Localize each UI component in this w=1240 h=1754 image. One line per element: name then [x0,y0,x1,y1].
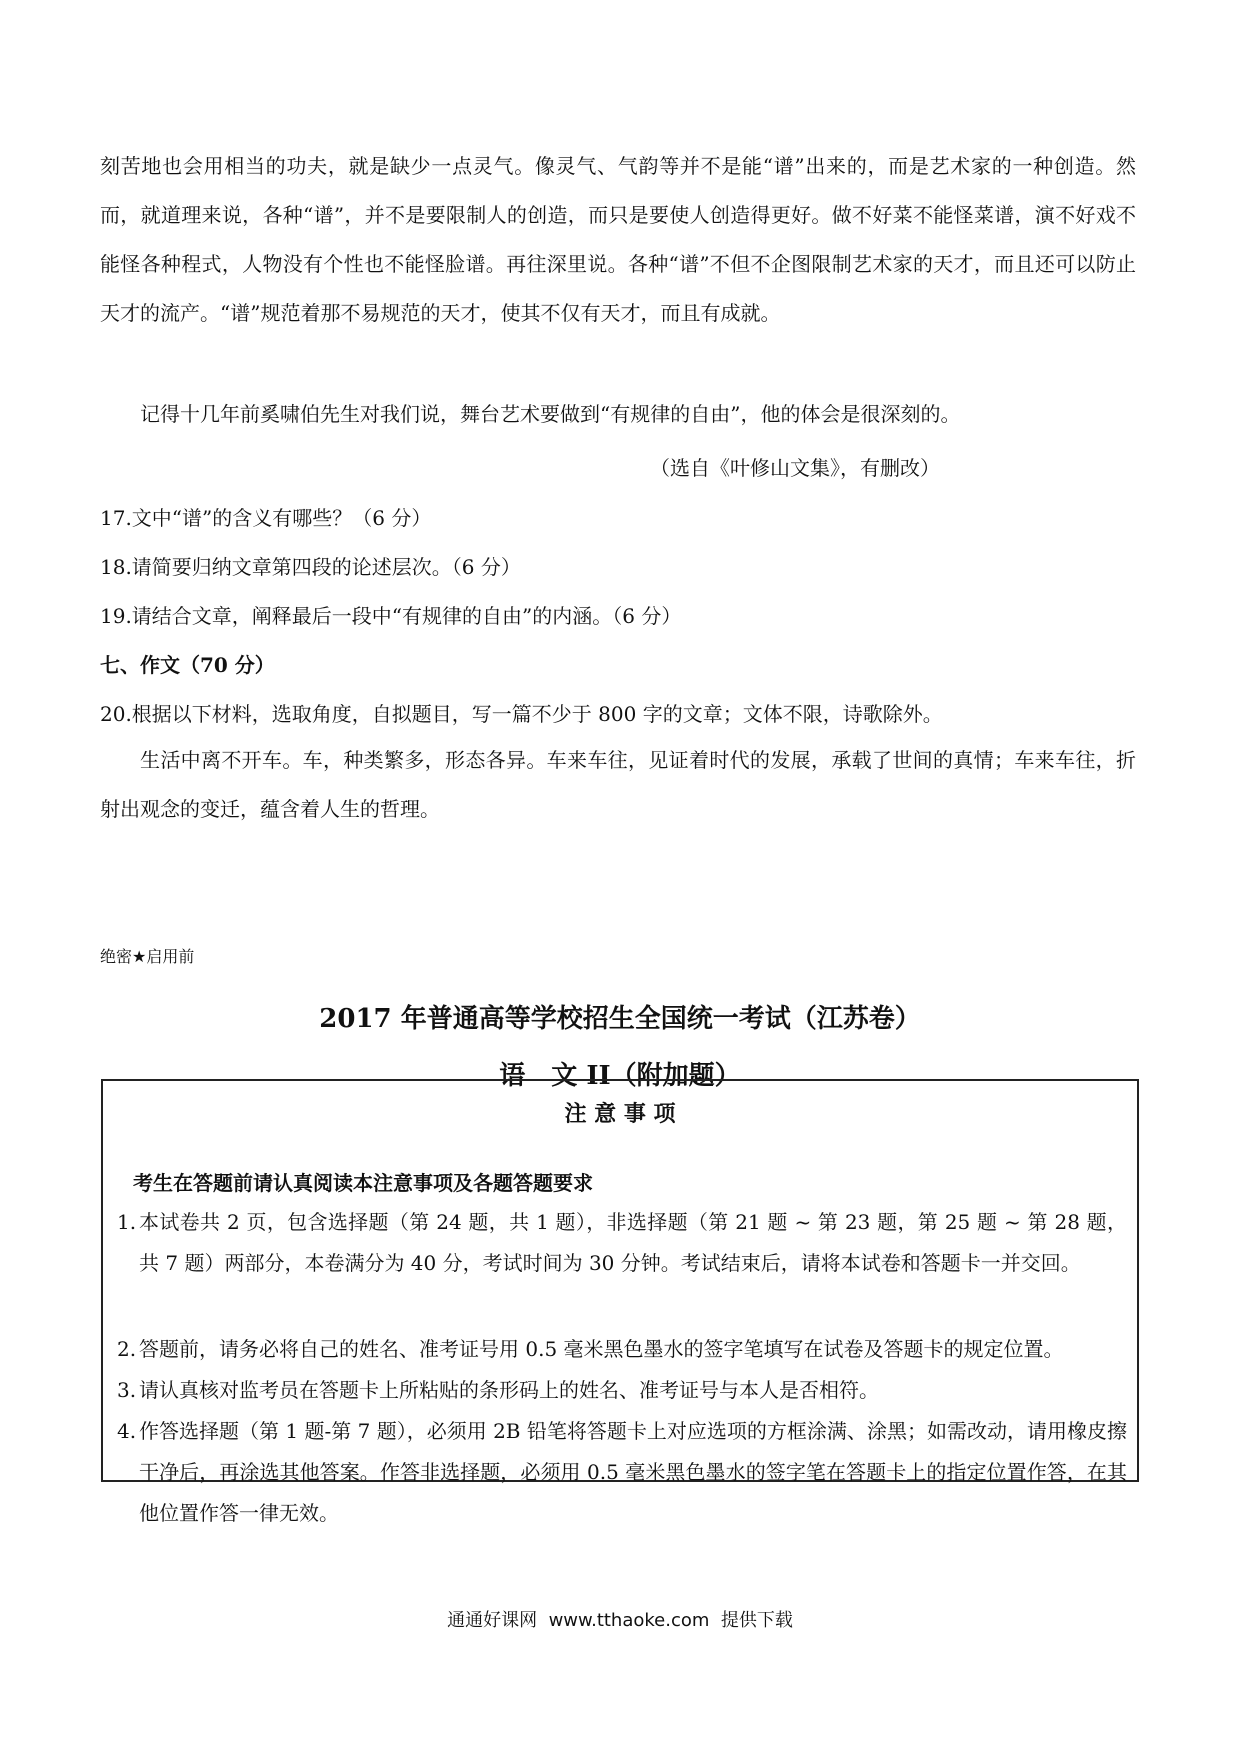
essay-source: （选自《叶修山文集》，有删改） [650,456,940,480]
question-18: 18.请简要归纳文章第四段的论述层次。（6 分） [100,555,521,579]
notice-item-1: 1. 本试卷共 2 页，包含选择题（第 24 题，共 1 题），非选择题（第 21 题 ~ 第 23 题，第 25 题 ~ 第 28 题，共 7 题）两部分，本卷满分为 40 分，考试时间为 30 分钟。考试结束后，请将本试卷和答题卡一并交回。 [117,1210,1127,1275]
notice-item-2: 2. 答题前，请务必将自己的姓名、准考证号用 0.5 毫米黑色墨水的签字笔填写在试卷及答题卡的规定位置。 [117,1337,1064,1361]
essay-paragraph-2: 记得十几年前奚啸伯先生对我们说，舞台艺术要做到“有规律的自由”，他的体会是很深刻的。 [140,402,961,426]
notice-box [101,1079,1139,1525]
exam-subtitle: 语 文 II（附加题） [499,1061,741,1091]
essay-paragraph-1: 刻苦地也会用相当的功夫，就是缺少一点灵气。像灵气、气韵等并不是能“谱”出来的，而是艺术家的一种创造。然而，就道理来说，各种“谱”，并不是要限制人的创造，而只是要使人创造得更好。做不好菜不能怪菜谱，演不好戏不能怪各种程式，人物没有个性也不能怪脸谱。再往深里说。各种“谱”不但不企图限制艺术家的天才，而且还可以防止天才的流产。“谱”规范着那不易规范的天才，使其不仅有天才，而且有成就。 [100,154,1136,325]
exam-title: 2017 年普通高等学校招生全国统一考试（江苏卷） [319,1004,921,1034]
secret-label: 绝密★启用前 [100,947,195,966]
footer-credit: 通通好课网 www.tthaoke.com 提供下载 [447,1610,793,1631]
notice-intro: 考生在答题前请认真阅读本注意事项及各题答题要求 [133,1171,593,1195]
composition-material: 生活中离不开车。车，种类繁多，形态各异。车来车往，见证着时代的发展，承载了世间的真情；车来车往，折射出观念的变迁，蕴含着人生的哲理。 [100,748,1136,821]
question-17: 17.文中“谱”的含义有哪些？（6 分） [100,506,432,530]
composition-prompt: 20.根据以下材料，选取角度，自拟题目，写一篇不少于 800 字的文章；文体不限，诗歌除外。 [100,702,943,726]
notice-item-4: 4. 作答选择题（第 1 题-第 7 题），必须用 2B 铅笔将答题卡上对应选项的方框涂满、涂黑；如需改动，请用橡皮擦干净后，再涂选其他答案。作答非选择题，必须用 0.5 毫米黑色墨水的签字笔在答题卡上的指定位置作答，在其他位置作答一律无效。 [117,1419,1127,1525]
notice-item-3: 3. 请认真核对监考员在答题卡上所粘贴的条形码上的姓名、准考证号与本人是否相符。 [117,1378,879,1402]
composition-heading: 七、作文（70 分） [100,653,275,677]
notice-title: 注 意 事 项 [564,1101,676,1127]
question-19: 19.请结合文章，阐释最后一段中“有规律的自由”的内涵。（6 分） [100,604,682,628]
